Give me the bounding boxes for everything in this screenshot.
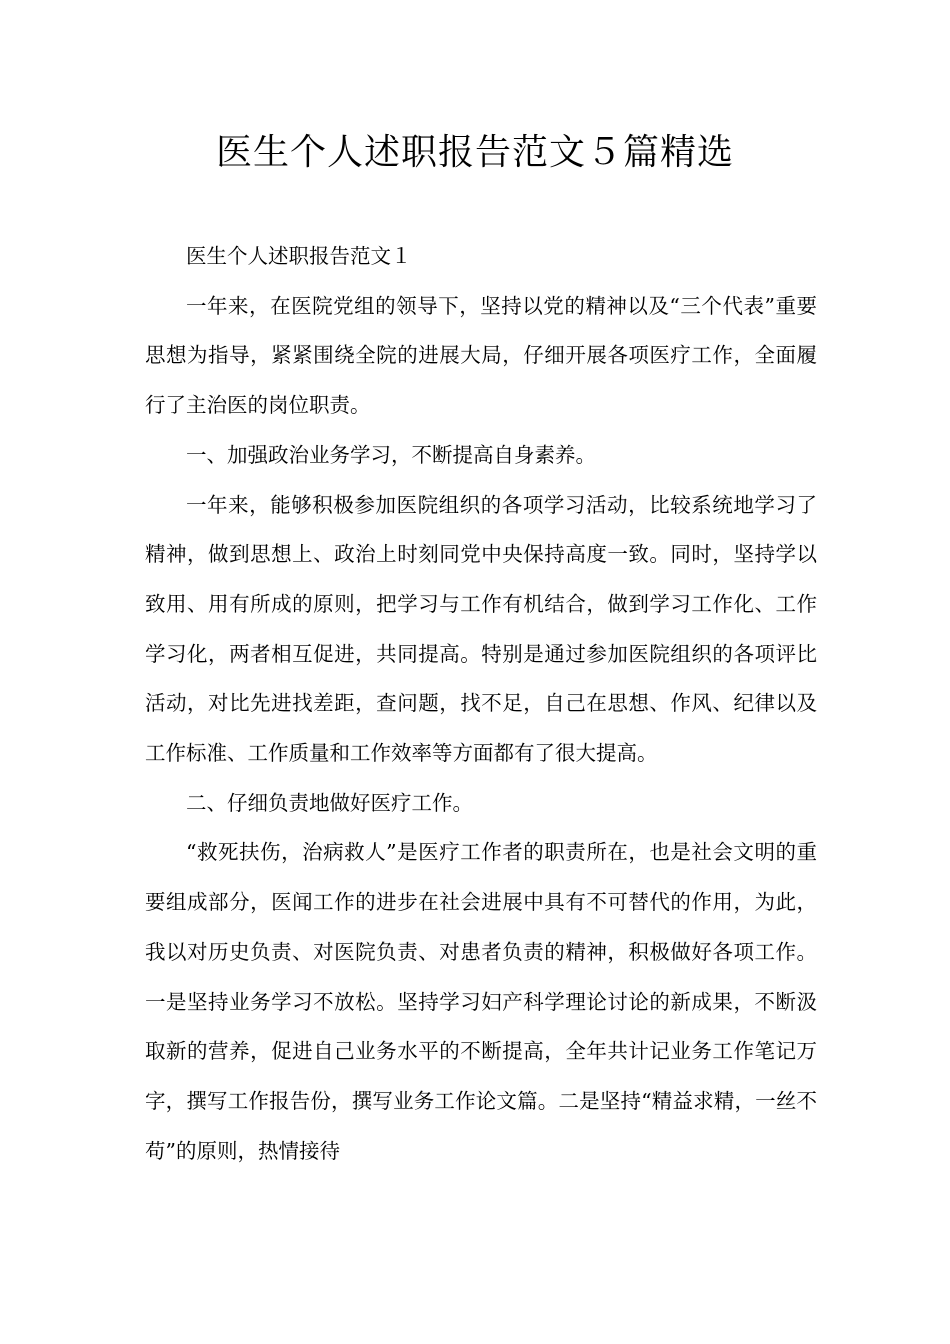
section-heading: 医生个人述职报告范文１ <box>186 244 412 268</box>
document-title: 医生个人述职报告范文５篇精选 <box>215 132 734 173</box>
section-heading: 二、仔细负责地做好医疗工作。 <box>186 790 473 815</box>
section-heading: 一、加强政治业务学习，不断提高自身素养。 <box>186 442 596 467</box>
body-paragraph: 一年来，在医院党组的领导下，坚持以党的精神以及“三个代表”重要思想为指导，紧紧围绕全院的进展大局，仔细开展各项医疗工作，全面履行了主治医的岗位职责。 <box>145 293 817 418</box>
body-paragraph: “救死扶伤，治病救人”是医疗工作者的职责所在，也是社会文明的重要组成部分，医闻工作的进步在社会进展中具有不可替代的作用，为此，我以对历史负责、对医院负责、对患者负责的精神，积极做好各项工作。一是坚持业务学习不放松。坚持学习妇产科学理论讨论的新成果，不断汲取新的营养，促进自己业务水平的不断提高，全年共计记业务工作笔记万字，撰写工作报告份，撰写业务工作论文篇。二是坚持“精益求精，一丝不苟”的原则，热情接待 <box>145 840 817 1163</box>
body-paragraph: 一年来，能够积极参加医院组织的各项学习活动，比较系统地学习了精神，做到思想上、政治上时刻同党中央保持高度一致。同时，坚持学以致用、用有所成的原则，把学习与工作有机结合，做到学习工作化、工作学习化，两者相互促进，共同提高。特别是通过参加医院组织的各项评比活动，对比先进找差距，查问题，找不足，自己在思想、作风、纪律以及工作标准、工作质量和工作效率等方面都有了很大提高。 <box>145 492 817 766</box>
document-body <box>145 232 817 1176</box>
